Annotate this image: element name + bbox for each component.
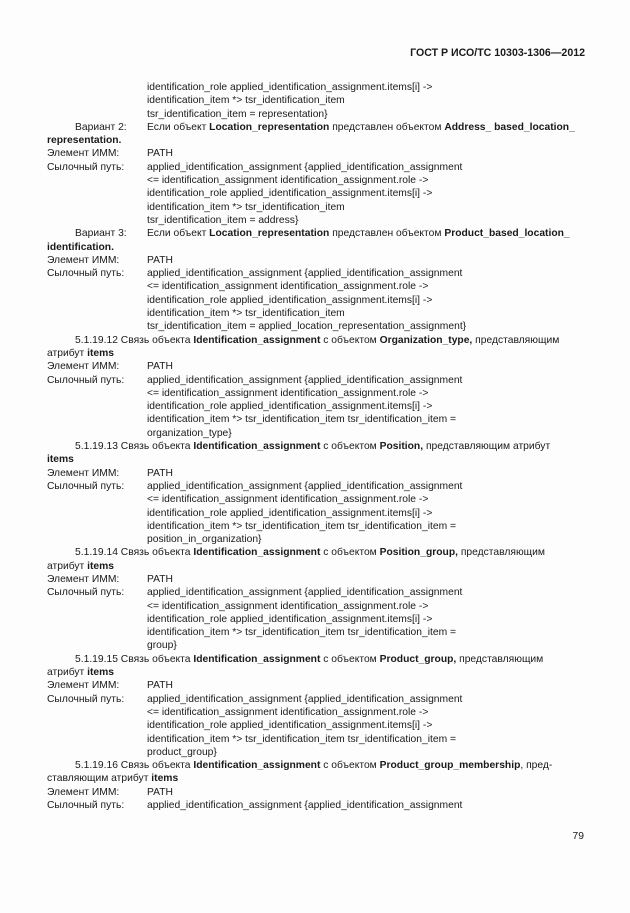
page-header: ГОСТ Р ИСО/ТС 10303-1306—2012 [410, 47, 585, 59]
path-line: organization_type} [147, 427, 232, 439]
path-line: <= identification_assignment identification_assignment.role -> [147, 706, 429, 718]
variant-2-line: Вариант 2: Если объект Location_representation представлен объектом Address_ based_location_ [75, 121, 575, 133]
section-heading-cont: атрибут items [47, 347, 114, 359]
ref-path-line: Сылочный путь: applied_identification_assignment {applied_identification_assignment [47, 480, 463, 492]
path-line: identification_role applied_identification_assignment.items[i] -> [147, 720, 433, 732]
element-line: Элемент ИММ: PATH [47, 467, 173, 479]
path-line: <= identification_assignment identification_assignment.role -> [147, 175, 429, 187]
path-line: <= identification_assignment identification_assignment.role -> [147, 494, 429, 506]
ref-path-line: Сылочный путь: applied_identification_assignment {applied_identification_assignment [47, 374, 463, 386]
variant-2-cont: representation. [47, 135, 122, 147]
path-line: identification_role applied_identification_assignment.items[i] -> [147, 82, 433, 93]
path-line: identification_item *> tsr_identification_item tsr_identification_item = [147, 414, 457, 426]
page-number: 79 [572, 831, 584, 842]
element-line: Элемент ИММ: PATH [47, 361, 173, 373]
section-heading: 5.1.19.12 Связь объекта Identification_assignment с объектом Organization_type, представляющим [75, 334, 560, 346]
path-line: <= identification_assignment identification_assignment.role -> [147, 600, 429, 612]
path-line: identification_item *> tsr_identification_item tsr_identification_item = [147, 733, 457, 745]
section-heading-cont: атрибут items [47, 667, 114, 679]
path-line: tsr_identification_item = address} [147, 214, 299, 226]
element-line: Элемент ИММ: PATH [47, 148, 173, 160]
path-line: <= identification_assignment identification_assignment.role -> [147, 281, 429, 293]
path-line: position_in_organization} [147, 534, 262, 546]
path-line: identification_role applied_identification_assignment.items[i] -> [147, 507, 433, 519]
path-line: group} [147, 640, 177, 652]
section-heading: 5.1.19.15 Связь объекта Identification_assignment с объектом Product_group, представляющим [75, 653, 544, 665]
path-line: identification_role applied_identification_assignment.items[i] -> [147, 188, 433, 200]
section-heading-cont: атрибут items [47, 560, 114, 572]
path-line: identification_role applied_identification_assignment.items[i] -> [147, 613, 433, 625]
path-line: identification_item *> tsr_identification_item [147, 95, 345, 107]
ref-path-line: Сылочный путь: applied_identification_assignment {applied_identification_assignment [47, 587, 463, 599]
path-line: tsr_identification_item = representation} [147, 108, 328, 120]
ref-path-line: Сылочный путь: applied_identification_assignment {applied_identification_assignment [47, 693, 463, 705]
path-line: identification_item *> tsr_identification_item tsr_identification_item = [147, 520, 457, 532]
document-body [47, 81, 584, 812]
variant-label: Вариант 2: [75, 121, 127, 133]
variant-3-line: Вариант 3: Если объект Location_representation представлен объектом Product_based_location_ [75, 228, 570, 240]
path-line: product_group} [147, 746, 217, 758]
ref-path-line: Сылочный путь: applied_identification_assignment {applied_identification_assignment [47, 268, 463, 280]
path-line: identification_role applied_identification_assignment.items[i] -> [147, 294, 433, 306]
ref-path-line: Сылочный путь: applied_identification_assignment {applied_identification_assignment [47, 161, 463, 173]
path-line: identification_item *> tsr_identification_item [147, 308, 345, 320]
path-line: identification_item *> tsr_identification_item [147, 201, 345, 213]
element-line: Элемент ИММ: PATH [47, 254, 173, 266]
section-heading-cont: items [47, 454, 74, 466]
section-heading-cont: ставляющим атрибут items [47, 773, 179, 785]
path-line: <= identification_assignment identification_assignment.role -> [147, 387, 429, 399]
section-heading: 5.1.19.14 Связь объекта Identification_assignment с объектом Position_group, представляющим [75, 547, 545, 559]
section-heading: 5.1.19.16 Связь объекта Identification_assignment с объектом Product_group_membership, пред- [75, 760, 553, 772]
variant-label: Вариант 3: [75, 228, 127, 240]
variant-3-cont: identification. [47, 241, 114, 253]
element-line: Элемент ИММ: PATH [47, 680, 173, 692]
section-heading: 5.1.19.13 Связь объекта Identification_assignment с объектом Position, представляющим атрибут [75, 441, 551, 453]
path-line: identification_role applied_identification_assignment.items[i] -> [147, 401, 433, 413]
element-line: Элемент ИММ: PATH [47, 573, 173, 585]
ref-path-line: Сылочный путь: applied_identification_assignment {applied_identification_assignment [47, 800, 463, 812]
path-line: tsr_identification_item = applied_location_representation_assignment} [147, 321, 467, 333]
path-line: identification_item *> tsr_identification_item tsr_identification_item = [147, 627, 457, 639]
element-line: Элемент ИММ: PATH [47, 786, 173, 798]
